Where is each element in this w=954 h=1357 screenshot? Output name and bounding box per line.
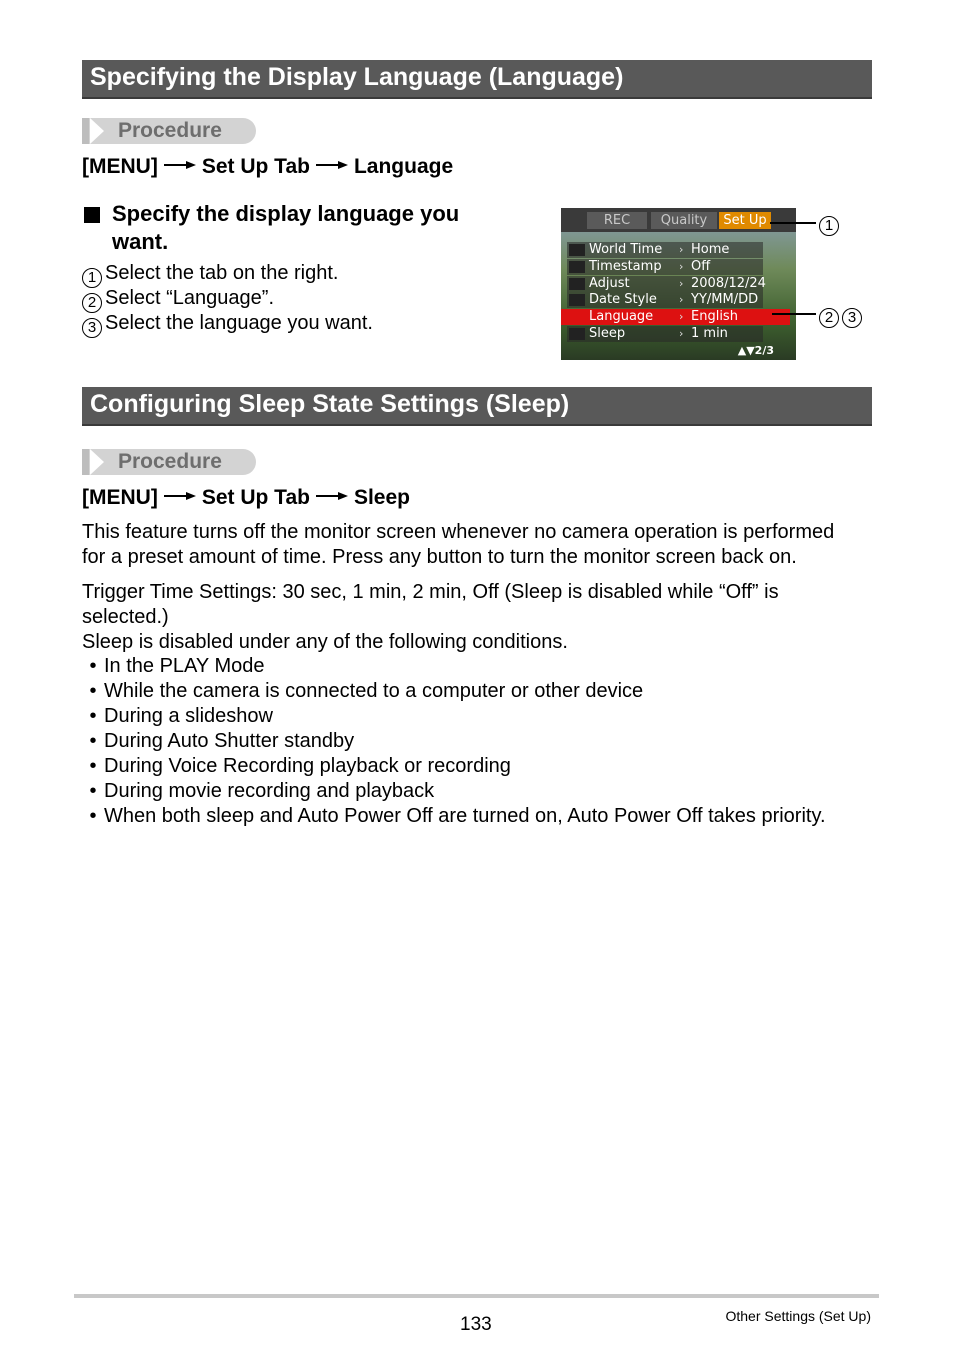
section-title: Configuring Sleep State Settings (Sleep) — [90, 390, 570, 418]
camera-menu-screenshot — [561, 208, 796, 360]
section-title: Specifying the Display Language (Language) — [90, 63, 624, 91]
screen-menu-row: Date Style › YY/MM/DD — [567, 292, 763, 308]
menu-path — [82, 486, 410, 510]
arrow-right-icon — [316, 491, 348, 501]
step-text: Select “Language”. — [105, 287, 275, 309]
step-item — [82, 262, 339, 288]
circled-number: 3 — [82, 318, 102, 338]
paragraph: This feature turns off the monitor screen whenever no camera operation is performed — [82, 521, 835, 543]
menu-path — [82, 155, 453, 179]
paragraph: selected.) — [82, 606, 169, 628]
list-item: • During Voice Recording playback or recording — [89, 755, 511, 777]
screen-menu-row: World Time › Home — [567, 242, 763, 258]
footer-divider — [74, 1294, 879, 1298]
paragraph: for a preset amount of time. Press any button to turn the monitor screen back on. — [82, 546, 797, 568]
screen-tab-bar — [561, 208, 796, 232]
callout-line — [772, 313, 816, 315]
list-item: • During Auto Shutter standby — [89, 730, 355, 752]
subheading-cont: want. — [112, 229, 169, 254]
circled-number: 1 — [82, 268, 102, 288]
screen-tab-quality: Quality — [651, 212, 717, 229]
paragraph: Sleep is disabled under any of the following conditions. — [82, 631, 568, 653]
chapter-label: Other Settings (Set Up) — [725, 1308, 871, 1324]
path-step: Language — [353, 155, 454, 178]
circled-number: 2 — [82, 293, 102, 313]
list-item: • In the PLAY Mode — [89, 655, 265, 677]
screen-menu-row: Sleep › 1 min — [567, 326, 763, 342]
arrow-right-icon — [164, 491, 196, 501]
square-bullet-icon — [84, 207, 100, 223]
screen-menu-row-selected: Language › English — [561, 309, 790, 325]
callout-line — [770, 222, 816, 224]
path-step: Set Up Tab — [201, 486, 310, 509]
list-item: • While the camera is connected to a computer or other device — [89, 680, 644, 702]
paragraph: Trigger Time Settings: 30 sec, 1 min, 2 min, Off (Sleep is disabled while “Off” is — [82, 581, 779, 603]
step-item — [82, 312, 373, 338]
path-step: Sleep — [353, 486, 410, 509]
screen-tab-rec: REC — [587, 212, 647, 229]
section-header-language — [82, 60, 872, 99]
step-text: Select the tab on the right. — [105, 262, 339, 284]
callout-label: 2 3 — [819, 302, 865, 328]
path-step: Set Up Tab — [201, 155, 310, 178]
list-item: • During movie recording and playback — [89, 780, 435, 802]
page-number: 133 — [460, 1314, 492, 1335]
procedure-label: Procedure — [118, 119, 222, 142]
list-item: • When both sleep and Auto Power Off are turned on, Auto Power Off takes priority. — [89, 805, 826, 827]
callout-label: 1 — [819, 210, 842, 236]
step-text: Select the language you want. — [105, 312, 373, 334]
screen-page-indicator: ▲▼2/3 — [737, 344, 774, 357]
arrow-right-icon — [316, 160, 348, 170]
arrow-right-icon — [164, 160, 196, 170]
procedure-label: Procedure — [118, 450, 222, 473]
subheading: Specify the display language you — [112, 201, 460, 226]
step-item — [82, 287, 274, 313]
screen-menu-row: Timestamp › Off — [567, 259, 763, 275]
procedure-tag — [82, 118, 256, 144]
procedure-tag — [82, 449, 256, 475]
section-header-sleep — [82, 387, 872, 426]
screen-tab-setup: Set Up — [719, 212, 771, 229]
path-step: [MENU] — [82, 155, 158, 178]
list-item: • During a slideshow — [89, 705, 273, 727]
screen-menu-row: Adjust › 2008/12/24 — [567, 276, 763, 292]
path-step: [MENU] — [82, 486, 158, 509]
